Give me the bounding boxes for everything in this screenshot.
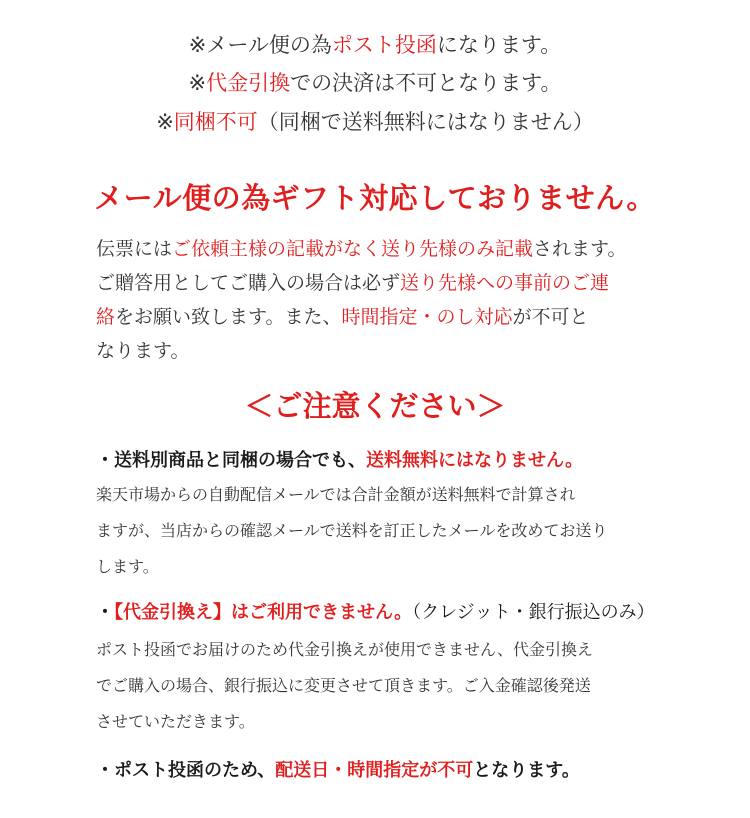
item-body-line: ますが、当店からの確認メールで送料を訂正したメールを改めてお送り — [96, 521, 608, 540]
item-title-text: （クレジット・銀行振込のみ） — [412, 602, 655, 623]
notice-text: ※ — [188, 71, 207, 95]
item-body-line: ポスト投函でお届けのため代金引換えが使用できません、代金引換え — [96, 640, 593, 659]
item-title-text: ・ポスト投函のため、 — [96, 760, 276, 781]
item-title-cod — [96, 600, 676, 626]
intro-line — [96, 266, 656, 300]
item-title-text: となります。 — [473, 760, 580, 781]
notice-text: での決済は不可となります。 — [290, 71, 562, 95]
intro-text: されます。 — [533, 238, 627, 260]
item-body-line: させていただきます。 — [96, 712, 255, 731]
intro-text: が不可と — [512, 306, 589, 328]
notice-post-delivery — [0, 33, 750, 57]
item-title-text: ・ — [96, 602, 114, 623]
item-title-highlight: 送料無料にはなりません。 — [366, 450, 584, 471]
notice-bundling — [0, 110, 750, 134]
caution-heading: ＜ご注意ください＞ — [244, 389, 506, 423]
notice-highlight: 同梱不可 — [173, 110, 258, 134]
notice-text: になります。 — [436, 33, 562, 57]
item-title-highlight: 【代金引換え】はご利用できません。 — [114, 602, 413, 623]
notice-highlight: ポスト投函 — [331, 33, 437, 57]
item-body-line: します。 — [96, 557, 159, 576]
intro-paragraph — [96, 232, 656, 368]
intro-highlight: 絡 — [96, 306, 116, 328]
no-gift-headline: メール便の為ギフト対応しておりません。 — [94, 181, 656, 215]
item-body-cod — [96, 632, 676, 740]
item-title-text: ・送料別商品と同梱の場合でも、 — [96, 450, 366, 471]
item-title-shipping-fee — [96, 448, 676, 474]
item-title-highlight: 配送日・時間指定が不可 — [275, 760, 474, 781]
item-body-shipping-fee — [96, 477, 676, 585]
intro-highlight: 送り先様への事前のご連 — [400, 272, 610, 294]
intro-highlight: 時間指定・のし対応 — [341, 306, 513, 328]
intro-line — [96, 232, 656, 266]
intro-line — [96, 300, 656, 334]
intro-text: 伝票には — [96, 238, 173, 260]
notice-text: ※メール便の為 — [188, 33, 332, 57]
item-title-delivery-date — [96, 758, 676, 784]
intro-line: なります。 — [96, 340, 190, 362]
intro-text: ご贈答用としてご購入の場合は必ず — [96, 272, 401, 294]
notice-text: ※ — [156, 110, 174, 134]
notice-text: （同梱で送料無料にはなりません） — [257, 110, 594, 134]
item-body-line: でご購入の場合、銀行振込に変更させて頂きます。ご入金確認後発送 — [96, 676, 591, 695]
intro-highlight: ご依頼主様の記載がなく送り先様のみ記載 — [172, 238, 534, 260]
item-body-line: 楽天市場からの自動配信メールでは合計金額が送料無料で計算され — [96, 485, 576, 504]
intro-text: をお願い致します。また、 — [115, 306, 342, 328]
notice-highlight: 代金引換 — [206, 71, 291, 95]
notice-cod — [0, 71, 750, 95]
